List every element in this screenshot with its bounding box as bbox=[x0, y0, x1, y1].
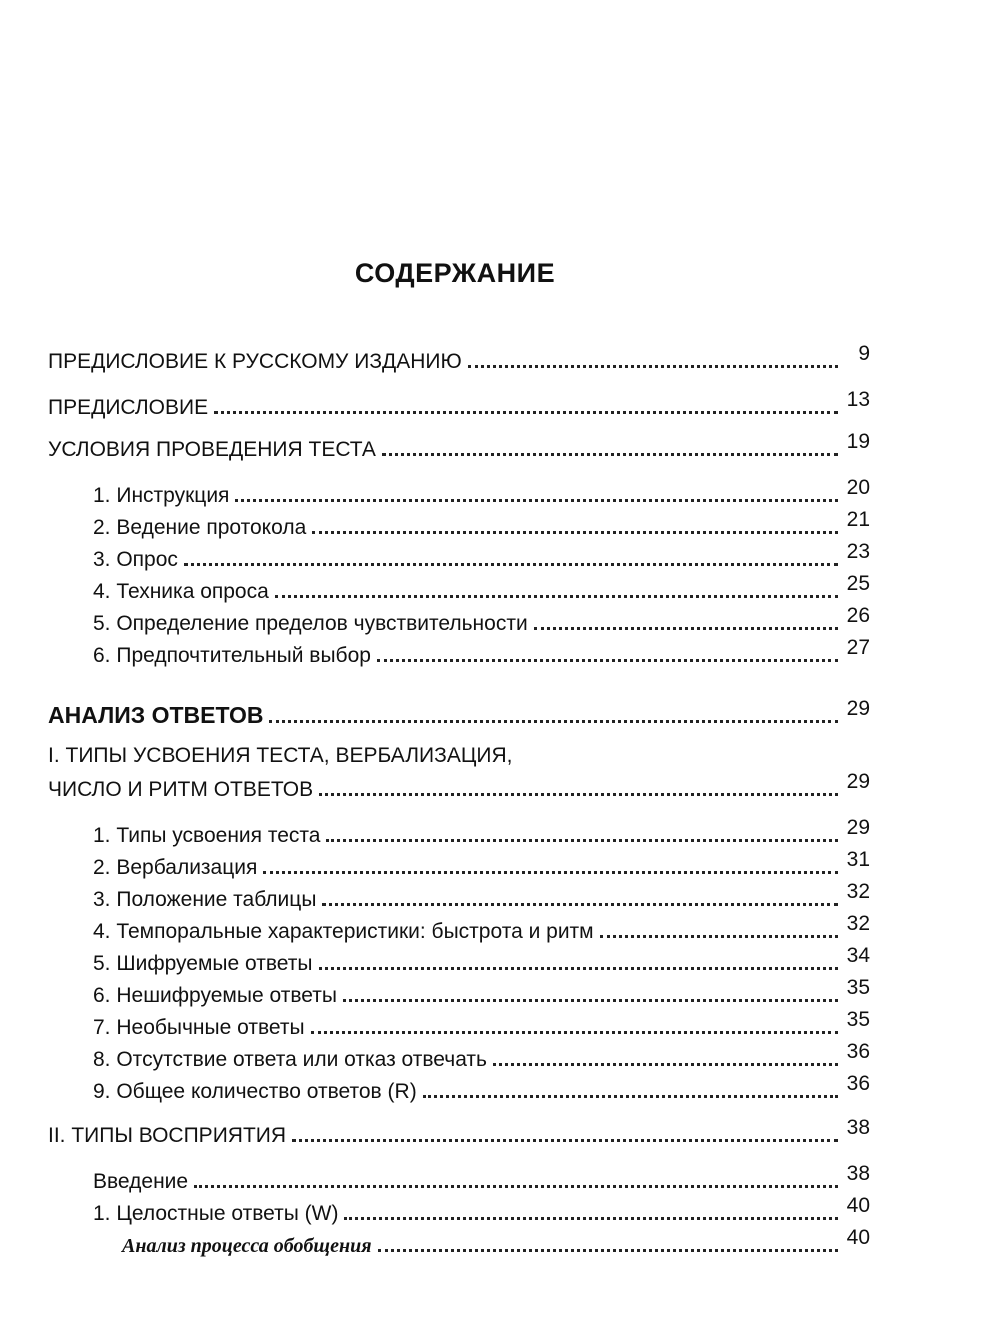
dot-leader bbox=[322, 903, 838, 906]
dot-leader bbox=[493, 1063, 838, 1066]
toc-entry-label: 9. Общее количество ответов (R) bbox=[93, 1080, 417, 1103]
toc-entry bbox=[93, 942, 870, 974]
toc-entry-page: 36 bbox=[846, 1040, 870, 1063]
toc-entry-page: 27 bbox=[846, 636, 870, 659]
dot-leader bbox=[326, 839, 838, 842]
dot-leader bbox=[343, 999, 838, 1002]
toc-entry-label: 1. Типы усвоения теста bbox=[93, 824, 321, 847]
toc-entry bbox=[93, 474, 870, 506]
toc-entry-label-line1: I. ТИПЫ УСВОЕНИЯ ТЕСТА, ВЕРБАЛИЗАЦИЯ, bbox=[48, 744, 513, 767]
toc-entry bbox=[48, 428, 870, 460]
toc-entry bbox=[93, 570, 870, 602]
toc-entry-label: 7. Необычные ответы bbox=[93, 1016, 305, 1039]
toc-entry-label: II. ТИПЫ ВОСПРИЯТИЯ bbox=[48, 1124, 287, 1147]
dot-leader bbox=[214, 411, 838, 414]
dot-leader bbox=[600, 935, 838, 938]
dot-leader bbox=[423, 1095, 838, 1098]
toc-entry-label: ПРЕДИСЛОВИЕ bbox=[48, 396, 209, 419]
toc-entry bbox=[93, 846, 870, 878]
toc-entry bbox=[93, 602, 870, 634]
dot-leader bbox=[319, 793, 838, 796]
toc-entry bbox=[93, 1006, 870, 1038]
toc-entry-page: 31 bbox=[846, 848, 870, 871]
dot-leader bbox=[269, 720, 838, 723]
toc-entry-page: 36 bbox=[846, 1072, 870, 1095]
toc-entry-label: ЧИСЛО И РИТМ ОТВЕТОВ bbox=[48, 778, 314, 801]
dot-leader bbox=[311, 1031, 838, 1034]
toc-entry bbox=[93, 910, 870, 942]
toc-entry bbox=[93, 814, 870, 846]
toc-entry bbox=[93, 1192, 870, 1224]
toc-entry-label: 8. Отсутствие ответа или отказ отвечать bbox=[93, 1048, 487, 1071]
toc-section-heading bbox=[48, 695, 870, 727]
toc-entry-page: 34 bbox=[846, 944, 870, 967]
toc-entry bbox=[93, 1038, 870, 1070]
toc-entry-page: 32 bbox=[846, 912, 870, 935]
dot-leader bbox=[319, 967, 839, 970]
toc-entry bbox=[93, 878, 870, 910]
toc-entry-label: 6. Предпочтительный выбор bbox=[93, 644, 371, 667]
toc-entry-page: 21 bbox=[846, 508, 870, 531]
toc-entry-label: 4. Техника опроса bbox=[93, 580, 269, 603]
dot-leader bbox=[382, 453, 838, 456]
toc-entry bbox=[93, 506, 870, 538]
toc-entry-page: 38 bbox=[846, 1162, 870, 1185]
toc-entry-page: 9 bbox=[858, 342, 870, 365]
dot-leader bbox=[194, 1185, 838, 1188]
toc-entry-page: 40 bbox=[846, 1194, 870, 1217]
toc-entry-page: 26 bbox=[846, 604, 870, 627]
toc-entry bbox=[93, 1070, 870, 1102]
toc-entry-label: 2. Вербализация bbox=[93, 856, 258, 879]
dot-leader bbox=[378, 1249, 839, 1252]
toc-entry bbox=[48, 768, 870, 800]
toc-entry-label: 1. Целостные ответы (W) bbox=[93, 1202, 339, 1225]
dot-leader bbox=[235, 499, 838, 502]
toc-entry-page: 35 bbox=[846, 1008, 870, 1031]
toc-entry-page: 25 bbox=[846, 572, 870, 595]
dot-leader bbox=[534, 627, 838, 630]
toc-entry-page: 38 bbox=[846, 1116, 870, 1139]
dot-leader bbox=[292, 1139, 838, 1142]
toc-entry-page: 40 bbox=[846, 1226, 870, 1249]
toc-entry bbox=[48, 386, 870, 418]
dot-leader bbox=[312, 531, 838, 534]
toc-entry-label: УСЛОВИЯ ПРОВЕДЕНИЯ ТЕСТА bbox=[48, 438, 376, 461]
toc-entry-label: 3. Опрос bbox=[93, 548, 178, 571]
toc-entry-label: 1. Инструкция bbox=[93, 484, 230, 507]
toc-entry-page: 29 bbox=[846, 697, 870, 720]
toc-entry-label: 5. Шифруемые ответы bbox=[93, 952, 313, 975]
toc-entry-label: 4. Темпоральные характеристики: быстрота и ритм bbox=[93, 920, 594, 943]
toc-entry-page: 32 bbox=[846, 880, 870, 903]
toc-entry-page: 13 bbox=[846, 388, 870, 411]
toc-entry bbox=[93, 634, 870, 666]
toc-entry-page: 23 bbox=[846, 540, 870, 563]
toc-entry-page: 35 bbox=[846, 976, 870, 999]
toc-entry bbox=[93, 974, 870, 1006]
toc-entry bbox=[48, 1114, 870, 1146]
toc-entry-label: ПРЕДИСЛОВИЕ К РУССКОМУ ИЗДАНИЮ bbox=[48, 350, 462, 373]
toc-entry-label: 3. Положение таблицы bbox=[93, 888, 317, 911]
dot-leader bbox=[263, 871, 838, 874]
toc-entry-label: 6. Нешифруемые ответы bbox=[93, 984, 337, 1007]
toc-entry-page: 20 bbox=[846, 476, 870, 499]
toc-entry-label: Анализ процесса обобщения bbox=[122, 1235, 372, 1257]
toc-entry-label: 5. Определение пределов чувствительности bbox=[93, 612, 528, 635]
toc-entry-page: 29 bbox=[846, 816, 870, 839]
toc-entry bbox=[93, 1160, 870, 1192]
dot-leader bbox=[275, 595, 838, 598]
toc-entry-page: 19 bbox=[846, 430, 870, 453]
toc-entry bbox=[93, 538, 870, 570]
toc-entry bbox=[122, 1224, 870, 1256]
toc-entry-page: 29 bbox=[846, 770, 870, 793]
dot-leader bbox=[344, 1217, 838, 1220]
toc-entry-label: АНАЛИЗ ОТВЕТОВ bbox=[48, 702, 264, 728]
dot-leader bbox=[468, 365, 838, 368]
page-title: СОДЕРЖАНИЕ bbox=[354, 258, 556, 288]
dot-leader bbox=[377, 659, 838, 662]
toc-entry-label: Введение bbox=[93, 1170, 189, 1193]
dot-leader bbox=[184, 563, 838, 566]
toc-entry-label: 2. Ведение протокола bbox=[93, 516, 307, 539]
toc-entry bbox=[48, 340, 870, 372]
